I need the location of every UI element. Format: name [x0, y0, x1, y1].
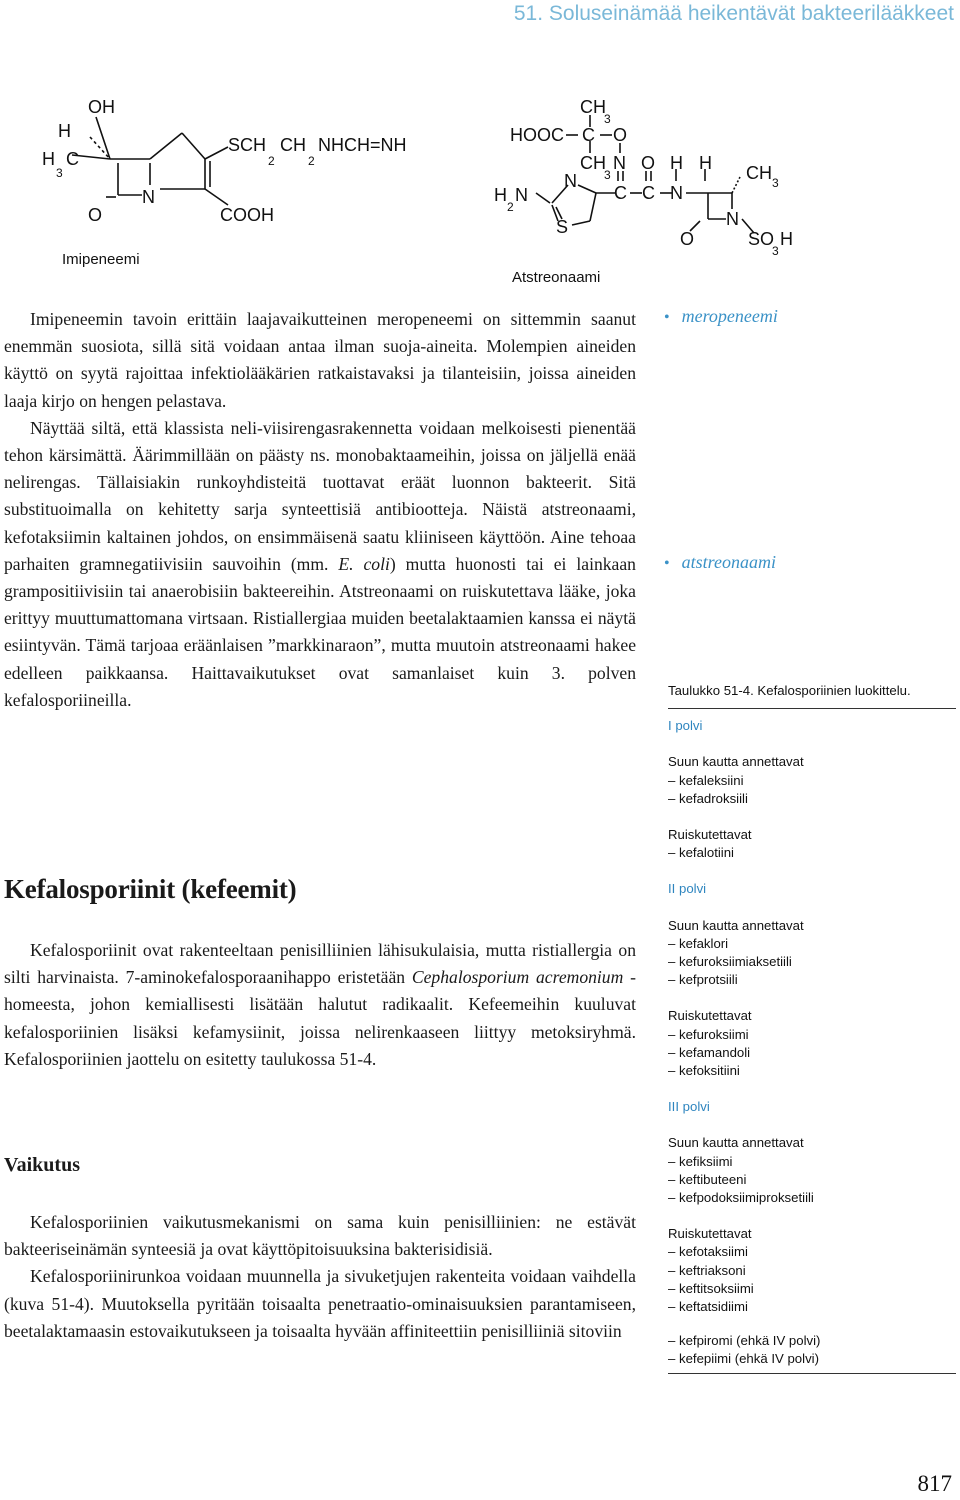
- atom-h3c-3: 3: [56, 166, 63, 180]
- table-route-label: Suun kautta annettavat: [668, 1135, 804, 1151]
- atom-hooc: HOOC: [510, 125, 564, 145]
- table-drug: – keftriaksoni: [668, 1262, 746, 1278]
- margin-keyword-atstreonaami: [664, 552, 776, 573]
- margin-keyword-meropeneemi-text: meropeneemi: [681, 306, 778, 326]
- atom-n-oxime: N: [613, 153, 626, 173]
- table-drug: – kefprotsiili: [668, 972, 738, 988]
- bullet-icon: •: [664, 309, 670, 326]
- atom-ch3-right-3: 3: [772, 176, 779, 190]
- table-route-label: Ruiskutettavat: [668, 1226, 752, 1242]
- running-head: 51. Soluseinämää heikentävät bakteerilääkkeet: [513, 2, 954, 25]
- table-bottom-rule: [668, 1373, 956, 1374]
- intro-section: [4, 306, 636, 714]
- table-fourth-generation: [668, 1332, 956, 1368]
- atom-ch: CH: [280, 135, 306, 155]
- atom-n-amide: N: [670, 183, 683, 203]
- atom-so: SO: [748, 229, 775, 249]
- atom-n-lactam: N: [726, 209, 739, 229]
- atom-c-mid: C: [582, 125, 595, 145]
- bullet-icon: •: [664, 555, 670, 572]
- vaikutus-section: [4, 1209, 636, 1345]
- table-drug: – kefuroksiimiaksetiili: [668, 954, 792, 970]
- atom-h2n-2: 2: [507, 200, 514, 214]
- atom-ch3-right: CH: [746, 163, 772, 183]
- atom-ch3-top-3: 3: [604, 112, 611, 126]
- table-route-label: Ruiskutettavat: [668, 827, 752, 843]
- table-drug: – kefpiromi (ehkä IV polvi): [668, 1333, 821, 1349]
- vaikutus-paragraph-2: Kefalosporiinirunkoa voidaan muunnella ja sivuketjujen rakenteita voidaan vaihdella (kuva 51-4). Muutoksella pyritään toisaalta penetraatio-ominaisuuksien parantamiseen, beetalaktamaasin estovaikutukseen ja toisaalta hyvään affiniteettiin penisilliiniä sitoviin: [4, 1266, 636, 1341]
- vaikutus-paragraph-1: Kefalosporiinien vaikutusmekanismi on sama kuin penisilliinien: ne estävät bakteeriseinämän synteesiä ja ovat käyttöpitoisuuksina bakterisidisiä.: [4, 1212, 636, 1260]
- table-route-group: [668, 917, 956, 990]
- table-route-label: Suun kautta annettavat: [668, 917, 804, 933]
- kefalosporiinit-heading: Kefalosporiinit (kefeemit): [4, 874, 297, 904]
- table-drug: – kefpodoksiimiproksetiili: [668, 1190, 814, 1206]
- imipenem-caption: Imipeneemi: [62, 251, 140, 268]
- table-route-group: [668, 1007, 956, 1080]
- atom-h-b: H: [699, 153, 712, 173]
- table-route-label: Ruiskutettavat: [668, 1008, 752, 1024]
- atom-h: H: [58, 121, 71, 141]
- atom-c-b: C: [642, 183, 655, 203]
- intro-paragraph-1: Imipeneemin tavoin erittäin laajavaikutteinen meropeneemi on sittemmin saanut enemmän suosiota, sillä sitä voidaan antaa ilman suoja-aineita. Molempien aineiden käyttö on syytä rajoittaa infektiolääkärien ratkaistavaksi ja tilanteisiin, joissa aineiden laaja kirjo on hengen pelastava.: [4, 309, 636, 411]
- margin-keyword-atstreonaami-text: atstreonaami: [681, 552, 776, 572]
- intro-p2-text-a: Näyttää siltä, että klassista neli-viisirengasrakennetta voidaan melkoisesti pienentää tehon kärsimättä. Äärimmillään on päästy ns. monobaktaameihin, joissa on jäljellä enää nelirengas. Tällaisiakin runkoyhdisteitä tuottavat eräät luonnon bakteerit. Sitä substituoimalla on kehitetty sarja synteettisiä antibiootteja. Näistä atstreonaami, kefotaksiimin kaltainen johdos, on ensimmäisenä saatu kliiniseen käyttöön. Aine tehoaa parhaiten gramnegatiivisiin sauvoihin (mm.: [4, 417, 636, 574]
- atom-sch: SCH: [228, 135, 267, 155]
- atom-sub2b: 2: [308, 154, 315, 168]
- atom-sub2a: 2: [268, 154, 275, 168]
- table-drug: – kefadroksiili: [668, 790, 748, 806]
- intro-paragraph-2: [4, 415, 636, 714]
- atom-h3c-c: C: [66, 149, 79, 169]
- margin-keyword-meropeneemi: [664, 306, 778, 327]
- atom-ch3-top: CH: [580, 97, 606, 117]
- atom-h3c-h: H: [42, 149, 55, 169]
- atom-o-carb: O: [641, 153, 656, 173]
- atom-n: N: [142, 187, 155, 207]
- table-drug: – kefamandoli: [668, 1044, 751, 1060]
- table-drug: – keftitsoksiimi: [668, 1280, 754, 1296]
- aztreonam-atoms: [494, 97, 793, 286]
- table-generation-title: I polvi: [668, 718, 703, 734]
- page-number: 817: [917, 1471, 952, 1496]
- atom-o-lactam: O: [680, 229, 695, 249]
- table-drug: – kefalotiini: [668, 845, 734, 861]
- intro-p2-text-b: ) mutta huonosti tai ei lainkaan grampositiivisiin tai anaerobisiin bakteereihin. Atstreonaami on ruiskutettava lääke, joka erittyy muuttumattomana virtsaan. Ristiallergiaa muiden beetalaktaamien kanssa ei näytä esiintyvän. Tämä tarjoaa eräänlaisen ”markkinaraon”, mutta muutoin atstreonaami hakee edelleen paikkaansa. Haittavaikutukset ovat samanlaiset kuin 3. polven kefalosporiineilla.: [4, 553, 636, 710]
- atom-oh: OH: [88, 97, 115, 117]
- atom-s-thz: S: [556, 217, 569, 237]
- table-route-group: [668, 1225, 956, 1316]
- kefalosporiinit-section: [4, 937, 636, 1073]
- table-generation-title: II polvi: [668, 881, 707, 897]
- atom-c-a: C: [614, 183, 627, 203]
- kefalo-p1-text-a: Kefalosporiinit ovat rakenteeltaan penisilliinien lähisukulaisia, mutta ristiallergia on silti harvinaista. 7-aminokefalosporaanihappo eristetään: [4, 940, 636, 988]
- atom-n-thz: N: [564, 171, 577, 191]
- table-route-label: Suun kautta annettavat: [668, 754, 804, 770]
- atom-h2n-h: H: [494, 185, 507, 205]
- table-drug: – kefuroksiimi: [668, 1026, 749, 1042]
- table-drug: – keftibuteeni: [668, 1171, 747, 1187]
- kefalo-p1-italic: Cephalosporium acremonium: [411, 967, 624, 988]
- imipenem-atoms: [42, 97, 407, 268]
- atom-so3-h: H: [780, 229, 793, 249]
- kefalo-paragraph-1: [4, 937, 636, 1073]
- table-drug: – kefiksiimi: [668, 1153, 733, 1169]
- table-generation-title: III polvi: [668, 1099, 710, 1115]
- atom-nhch: NHCH=NH: [318, 135, 407, 155]
- atom-ch3-mid: CH: [580, 153, 606, 173]
- structures-svg: [0, 85, 960, 295]
- kefalo-p1-text-b: -homeesta, johon kemiallisesti lisätään halutut radikaalit. Kefeemeihin kuuluvat kefalosporiinien lisäksi kefamysiinit, joissa nelirenkaaseen liittyy metoksiryhmä. Kefalosporiinien jaottelu on esitetty taulukossa 51-4.: [4, 967, 636, 1069]
- table-route-group: [668, 753, 956, 808]
- table-route-group: [668, 826, 956, 862]
- table-caption: Taulukko 51-4. Kefalosporiinien luokittelu.: [668, 682, 956, 709]
- table-drug: – kefotaksiimi: [668, 1244, 748, 1260]
- intro-p2-italic: E. coli: [338, 553, 390, 574]
- table-route-group: [668, 1134, 956, 1207]
- chemical-structures: [0, 85, 960, 295]
- atom-so3-3: 3: [772, 244, 779, 258]
- table-drug: – keftatsidiimi: [668, 1299, 748, 1315]
- atom-o: O: [88, 205, 103, 225]
- table-51-4: [668, 682, 956, 1374]
- table-drug: – kefaleksiini: [668, 772, 744, 788]
- vaikutus-heading: Vaikutus: [4, 1154, 80, 1176]
- table-drug: – kefoksitiini: [668, 1063, 740, 1079]
- aztreonam-caption: Atstreonaami: [512, 269, 601, 286]
- atom-h-a: H: [670, 153, 683, 173]
- atom-cooh: COOH: [220, 205, 274, 225]
- atom-h2n-n: N: [515, 185, 528, 205]
- atom-o-ring: O: [613, 125, 628, 145]
- atom-ch3-mid-3: 3: [604, 168, 611, 182]
- table-drug: – kefepiimi (ehkä IV polvi): [668, 1351, 819, 1367]
- table-drug: – kefaklori: [668, 935, 729, 951]
